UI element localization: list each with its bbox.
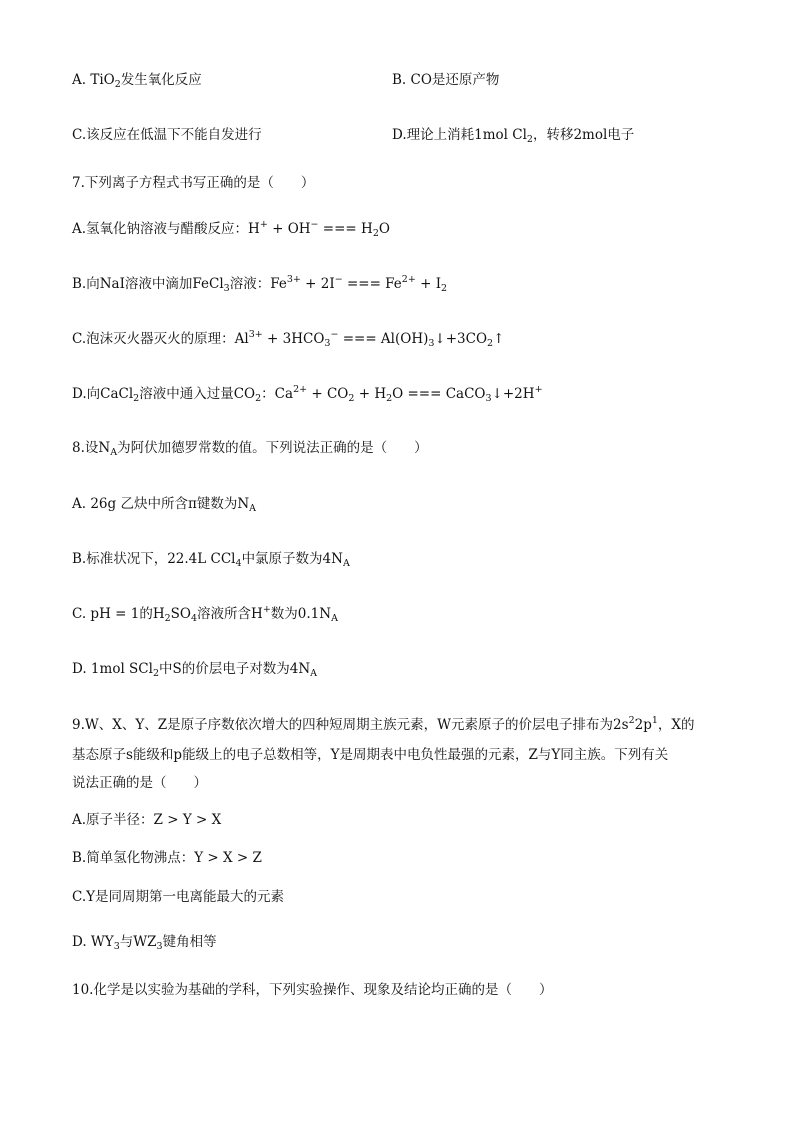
q9-option-c: C.Y是同周期第一电离能最大的元素	[72, 889, 285, 905]
q10-stem: 10.化学是以实验为基础的学科，下列实验操作、现象及结论均正确的是（ ）	[72, 982, 553, 998]
q8-option-b: B.标准状况下，22.4L CCl$_4$中氯原子数为$4N_A$	[72, 551, 350, 569]
q9-option-d: D. $WY_3$与$WZ_3$键角相等	[72, 934, 217, 952]
q6-option-c: C.该反应在低温下不能自发进行	[72, 127, 262, 143]
q7-option-a: A.氢氧化钠溶液与醋酸反应：H+ + OH− === $H_2O$	[72, 219, 390, 239]
q9-stem-line-3: 说法正确的是（ ）	[72, 775, 207, 791]
q6-option-a: A. TiO$_2$发生氧化反应	[72, 72, 202, 90]
q7-stem: 7.下列离子方程式书写正确的是（ ）	[72, 175, 315, 191]
q6-option-d: D.理论上消耗1mol $Cl_2$，转移2mol电子	[392, 127, 635, 145]
q8-stem: 8.设$N_A$为阿伏加德罗常数的值。下列说法正确的是（ ）	[72, 440, 428, 458]
q7-option-c: C.泡沫灭火器灭火的原理：$Al^{3+} + 3HCO_3^-$ === $Al(OH)_3↓+3CO_2↑$	[72, 329, 505, 349]
q7-option-d: D.向CaCl$_2$溶液中通入过量$CO_2$：$Ca^{2+} + CO_2 + H_2O$ === CaCO$_3$↓+2H+	[72, 384, 543, 404]
q8-option-a: A. 26g 乙炔中所含π键数为$N_A$	[72, 496, 257, 514]
q8-option-c: C. pH = 1的$H_2SO_4$溶液所含H+数为$0.1N_A$	[72, 604, 338, 624]
q6-option-b: B. CO是还原产物	[392, 72, 500, 88]
q7-option-b: B.向NaI溶液中滴加FeCl$_3$溶液：$Fe^{3+} + 2I^-$ === $Fe^{2+} + I_2$	[72, 274, 448, 294]
q9-stem-line-1: 9.W、X、Y、Z是原子序数依次增大的四种短周期主族元素，W元素原子的价层电子排布为$2s^22p^1$，X的	[72, 715, 695, 733]
q9-stem-line-2: 基态原子s能级和p能级上的电子总数相等，Y是周期表中电负性最强的元素，Z与Y同主族。下列有关	[72, 747, 669, 763]
q8-option-d: D. 1mol SCl$_2$中S的价层电子对数为$4N_A$	[72, 661, 318, 679]
q9-option-b: B.简单氢化物沸点：Y > X > Z	[72, 850, 262, 866]
q9-option-a: A.原子半径：Z > Y > X	[72, 812, 222, 828]
